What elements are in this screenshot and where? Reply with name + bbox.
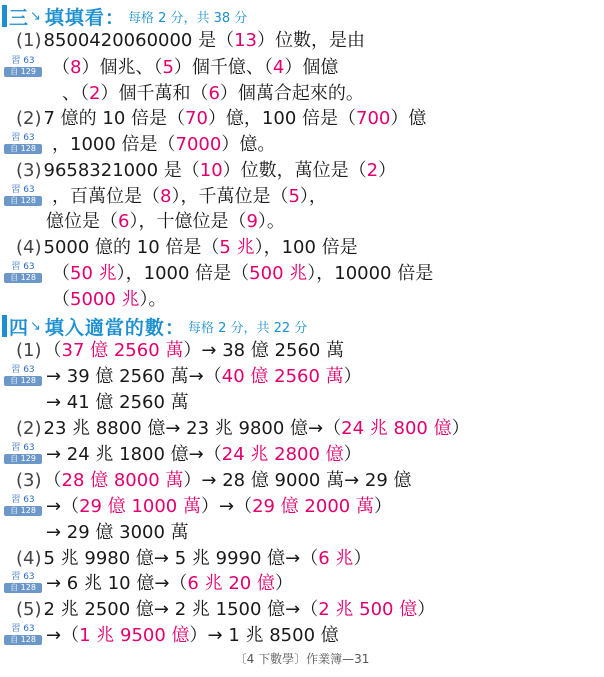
answer-value: 24 兆 2800 億 [221,444,344,465]
answer-value: 28 億 8000 萬 [61,470,184,491]
answer-value: 70 [185,108,208,129]
question-text: ） [378,160,397,181]
question-line [16,28,365,54]
question-number: (3) [16,160,42,181]
question-text: 7 億的 10 倍是（ [43,108,186,129]
answer-value: 7000 [175,134,222,155]
section-number: 三 [9,6,29,29]
question-text: ） [373,496,392,517]
question-text: 5000 億的 10 倍是（ [43,237,220,258]
question-text: → 6 兆 10 億→（ [46,573,188,594]
question-text: ）→ 38 億 2560 萬 [183,340,345,361]
question-text: → 39 億 2560 萬→（ [46,366,222,387]
answer-value: 29 億 1000 萬 [79,496,201,517]
answer-value: 40 億 2560 萬 [221,366,344,387]
answer-value: 6 [118,211,130,232]
question-text: （ [52,263,70,284]
answer-value: 5000 兆 [70,289,140,310]
badge-bottom: 自 128 [4,506,42,516]
question-text: ，百萬位是（ [52,186,160,207]
question-line [46,520,189,546]
question-number: (3) [16,470,42,491]
page-footer: 〔4 下數學〕作業簿—31 [234,652,370,666]
question-number: (5) [16,599,42,620]
question-text: ）， [299,186,327,207]
question-text: ），千萬位是（ [171,186,289,207]
question-text: 5 兆 9980 億→ 5 兆 9990 億→（ [43,548,319,569]
answer-value: 8 [70,57,82,78]
section-bar [2,315,7,337]
section-tick-icon: ↘ [30,318,41,334]
question-line [46,390,189,416]
badge-bottom: 自 128 [4,635,42,645]
question-text: ） [343,444,362,465]
question-line [16,468,412,494]
answer-value: 2 [89,83,101,104]
question-text: → 29 億 3000 萬 [46,522,189,543]
question-text: 億位是（ [46,211,118,232]
reference-badge [4,443,42,465]
badge-top: 習 63 [11,365,35,375]
badge-top: 習 63 [11,443,35,453]
question-text: （ [43,470,62,491]
badge-bottom: 自 128 [4,376,42,386]
question-text: → 24 兆 1800 億→（ [46,444,222,465]
answer-value: 10 [199,160,223,181]
question-text: ）個千億、（ [173,57,273,78]
question-text: （ [52,57,70,78]
reference-badge [4,365,42,387]
question-text: ） [417,599,436,620]
badge-top: 習 63 [11,572,35,582]
question-line [62,81,364,107]
question-text: 2 兆 2500 億→ 2 兆 1500 億→（ [43,599,319,620]
badge-top: 習 63 [11,56,35,66]
answer-value: 8 [160,186,172,207]
question-text: ） [353,548,372,569]
answer-value: 5 [288,186,300,207]
question-text: 23 兆 8800 億→ 23 兆 9800 億→（ [43,418,342,439]
question-line [46,364,362,390]
answer-value: 37 億 2560 萬 [61,340,184,361]
question-line [46,571,293,597]
question-text: ）位數，萬位是（ [222,160,367,181]
question-text: ） [343,366,362,387]
badge-bottom: 自 129 [4,454,42,464]
question-line [16,546,371,572]
answer-value: 4 [272,57,285,78]
question-line [52,287,167,313]
reference-badge [4,572,42,594]
badge-bottom: 自 128 [4,273,42,283]
question-text: ）→（ [200,496,253,517]
answer-value: 50 兆 [70,263,117,284]
question-text: ）位數，是由 [257,30,366,51]
badge-bottom: 自 128 [4,583,42,593]
section-4-header [2,314,307,338]
question-text: ）個億 [284,57,339,78]
question-text: ）。 [257,211,285,232]
question-line [46,209,285,235]
section-title: 填入適當的數 [44,316,165,339]
reference-badge [4,495,42,517]
question-text: ）個兆、（ [81,57,163,78]
section-score: 每格 2 分，共 22 分 [187,320,308,336]
question-text: 9658321000 是（ [43,160,200,181]
section-3-header [2,4,247,28]
question-line [16,416,470,442]
reference-badge [4,56,42,78]
question-text: → 41 億 2560 萬 [46,392,189,413]
answer-value: 6 兆 20 億 [187,573,275,594]
question-number: (2) [16,108,42,129]
section-tick-icon: ↘ [30,8,41,24]
badge-top: 習 63 [11,495,35,505]
question-text: ） [451,418,470,439]
answer-value: 9 [246,211,258,232]
question-text: ）億。 [221,134,276,155]
question-text: →（ [46,625,80,646]
question-number: (4) [16,548,42,569]
answer-value: 500 兆 [249,263,308,284]
question-text: →（ [46,496,80,517]
question-line [46,442,362,468]
question-text: ，1000 倍是（ [52,134,176,155]
answer-value: 24 兆 800 億 [341,418,452,439]
question-line [16,106,426,132]
badge-top: 習 63 [11,185,35,195]
section-score: 每格 2 分，共 38 分 [127,10,248,26]
reference-badge [4,624,42,646]
question-text: （ [52,289,70,310]
question-line [52,55,338,81]
question-text: ），1000 倍是（ [116,263,250,284]
question-line [46,494,392,520]
answer-value: 1 兆 9500 億 [79,625,190,646]
question-number: (2) [16,418,42,439]
reference-badge [4,133,42,155]
question-text: ），100 倍是 [254,237,358,258]
question-line [52,132,275,158]
answer-value: 5 兆 [219,237,255,258]
question-number: (1) [16,30,42,51]
question-text: ）→ 28 億 9000 萬→ 29 億 [183,470,412,491]
reference-badge [4,185,42,207]
badge-bottom: 自 128 [4,144,42,154]
question-line [46,623,339,649]
question-number: (4) [16,237,42,258]
answer-value: 2 兆 500 億 [318,599,418,620]
question-line [16,338,344,364]
question-number: (1) [16,340,42,361]
answer-value: 13 [234,30,258,51]
question-text: 8500420060000 是（ [43,30,235,51]
answer-value: 5 [162,57,174,78]
question-text: ）個千萬和（ [100,83,209,104]
question-line [16,158,396,184]
badge-bottom: 自 128 [4,196,42,206]
answer-value: 700 [356,108,391,129]
question-text: 、（ [62,83,89,104]
question-line [16,597,435,623]
question-text: ），10000 倍是 [307,263,434,284]
question-text: ）。 [139,289,167,310]
badge-top: 習 63 [11,624,35,634]
question-line [52,261,433,287]
answer-value: 29 億 2000 萬 [252,496,374,517]
reference-badge [4,262,42,284]
section-colon: ： [164,316,184,339]
question-text: ）個萬合起來的。 [219,83,364,104]
section-colon: ： [104,6,124,29]
answer-value: 2 [366,160,379,181]
question-text: （ [43,340,62,361]
question-line [16,235,358,261]
question-line [52,184,327,210]
question-text: ） [274,573,293,594]
badge-top: 習 63 [11,133,35,143]
badge-bottom: 自 129 [4,67,42,77]
question-text: ）億，100 倍是（ [207,108,357,129]
question-text: ）億 [390,108,427,129]
question-text: ），十億位是（ [129,211,247,232]
badge-top: 習 63 [11,262,35,272]
section-title: 填填看 [44,6,105,29]
question-text: ）→ 1 兆 8500 億 [189,625,339,646]
answer-value: 6 [208,83,220,104]
section-bar [2,5,7,27]
section-number: 四 [9,316,29,339]
answer-value: 6 兆 [318,548,354,569]
